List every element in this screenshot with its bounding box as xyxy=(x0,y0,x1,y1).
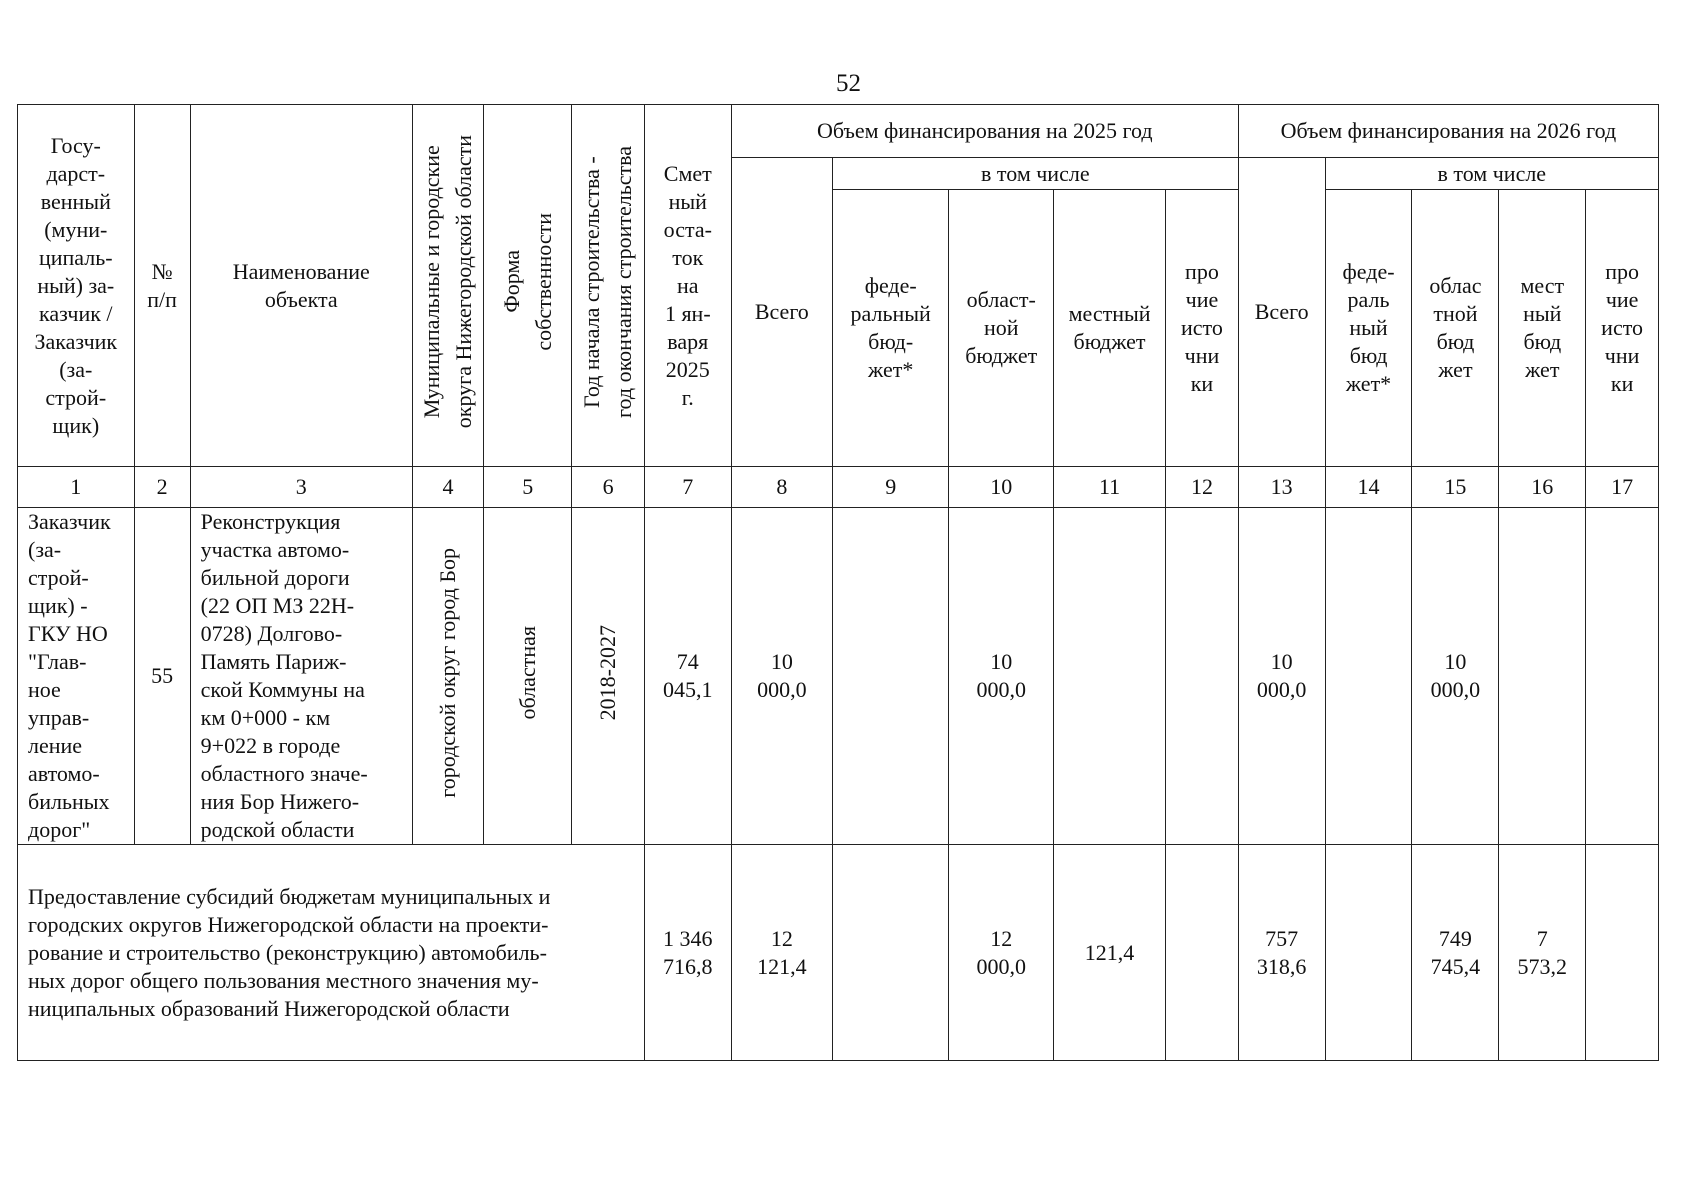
column-number: 9 xyxy=(832,467,949,508)
header-total-2025: Всего xyxy=(731,158,832,467)
header-reg-2025: област- ной бюджет xyxy=(949,190,1053,467)
total-reg-2026: 749 745,4 xyxy=(1412,845,1499,1061)
total-loc-2025: 121,4 xyxy=(1053,845,1165,1061)
header-customer: Госу- дарст- венный (муни- ципаль- ный) за- казчик / Заказчик (за- строй- щик) xyxy=(18,105,135,467)
header-municipality-text: Муниципальные и городские округа Нижегородской области xyxy=(419,135,477,429)
row-estimate: 74 045,1 xyxy=(644,508,731,845)
row-years xyxy=(572,508,645,845)
header-years xyxy=(572,105,645,467)
total-estimate: 1 346 716,8 xyxy=(644,845,731,1061)
header-fed-2025: феде- ральный бюд- жет* xyxy=(832,190,949,467)
column-number: 1 xyxy=(18,467,135,508)
total-reg-2025: 12 000,0 xyxy=(949,845,1053,1061)
row-ownership xyxy=(484,508,572,845)
row-num: 55 xyxy=(134,508,190,845)
column-number: 13 xyxy=(1238,467,1325,508)
row-name: Реконструкция участка автомо- бильной дороги (22 ОП МЗ 22Н- 0728) Долгово- Память Париж- ской Коммуны на км 0+000 - км 9+022 в городе областного значе- ния Бор Нижего- родской области xyxy=(190,508,412,845)
total-other-2026 xyxy=(1586,845,1659,1061)
column-number: 10 xyxy=(949,467,1053,508)
header-incl-2026: в том числе xyxy=(1325,158,1658,190)
header-name: Наименование объекта xyxy=(190,105,412,467)
header-years-text: Год начала строительства - год окончания строительства xyxy=(579,146,637,418)
total-total-2025: 12 121,4 xyxy=(731,845,832,1061)
column-number: 17 xyxy=(1586,467,1659,508)
row-fed-2025 xyxy=(832,508,949,845)
row-loc-2026 xyxy=(1499,508,1586,845)
total-total-2026: 757 318,6 xyxy=(1238,845,1325,1061)
column-number: 4 xyxy=(412,467,483,508)
total-other-2025 xyxy=(1166,845,1239,1061)
header-fin-2026: Объем финансирования на 2026 год xyxy=(1238,105,1658,158)
row-loc-2025 xyxy=(1053,508,1165,845)
row-total-2026: 10 000,0 xyxy=(1238,508,1325,845)
total-fed-2025 xyxy=(832,845,949,1061)
row-customer: Заказчик (за- строй- щик) - ГКУ НО "Глав- ное управ- ление автомо- бильных дорог" xyxy=(18,508,135,845)
header-loc-2026: мест ный бюд жет xyxy=(1499,190,1586,467)
row-municipality-text: городской округ город Бор xyxy=(435,547,461,798)
column-number: 2 xyxy=(134,467,190,508)
column-number: 6 xyxy=(572,467,645,508)
row-fed-2026 xyxy=(1325,508,1412,845)
financing-table xyxy=(17,104,1659,1061)
header-other-2025: про чие исто чни ки xyxy=(1166,190,1239,467)
row-years-text: 2018-2027 xyxy=(595,624,621,721)
row-other-2025 xyxy=(1166,508,1239,845)
header-ownership-text: Форма собственности xyxy=(498,213,556,351)
page-number: 52 xyxy=(836,70,861,97)
column-number: 12 xyxy=(1166,467,1239,508)
row-reg-2025: 10 000,0 xyxy=(949,508,1053,845)
column-number: 8 xyxy=(731,467,832,508)
header-row-1 xyxy=(18,105,1659,158)
row-municipality xyxy=(412,508,483,845)
header-other-2026: про чие исто чни ки xyxy=(1586,190,1659,467)
header-estimate: Смет ный оста- ток на 1 ян- варя 2025 г. xyxy=(644,105,731,467)
header-total-2026: Всего xyxy=(1238,158,1325,467)
row-total-2025: 10 000,0 xyxy=(731,508,832,845)
column-number: 7 xyxy=(644,467,731,508)
total-fed-2026 xyxy=(1325,845,1412,1061)
header-reg-2026: облас тной бюд жет xyxy=(1412,190,1499,467)
table-row xyxy=(18,508,1659,845)
header-loc-2025: местный бюджет xyxy=(1053,190,1165,467)
column-number: 15 xyxy=(1412,467,1499,508)
header-fin-2025: Объем финансирования на 2025 год xyxy=(731,105,1238,158)
column-number: 16 xyxy=(1499,467,1586,508)
row-reg-2026: 10 000,0 xyxy=(1412,508,1499,845)
header-ownership xyxy=(484,105,572,467)
header-num: № п/п xyxy=(134,105,190,467)
column-numbers-row xyxy=(18,467,1659,508)
header-municipality xyxy=(412,105,483,467)
header-incl-2025: в том числе xyxy=(832,158,1238,190)
column-number: 5 xyxy=(484,467,572,508)
total-loc-2026: 7 573,2 xyxy=(1499,845,1586,1061)
column-number: 14 xyxy=(1325,467,1412,508)
header-fed-2026: феде- раль ный бюд жет* xyxy=(1325,190,1412,467)
column-number: 3 xyxy=(190,467,412,508)
row-ownership-text: областная xyxy=(514,625,540,720)
column-number: 11 xyxy=(1053,467,1165,508)
total-row xyxy=(18,845,1659,1061)
total-row-label: Предоставление субсидий бюджетам муниципальных и городских округов Нижегородской области на проекти- рование и строительство (реконструкцию) автомобиль- ных дорог общего пользования местного значения му- ниципальных образований Нижегородской области xyxy=(18,845,645,1061)
row-other-2026 xyxy=(1586,508,1659,845)
